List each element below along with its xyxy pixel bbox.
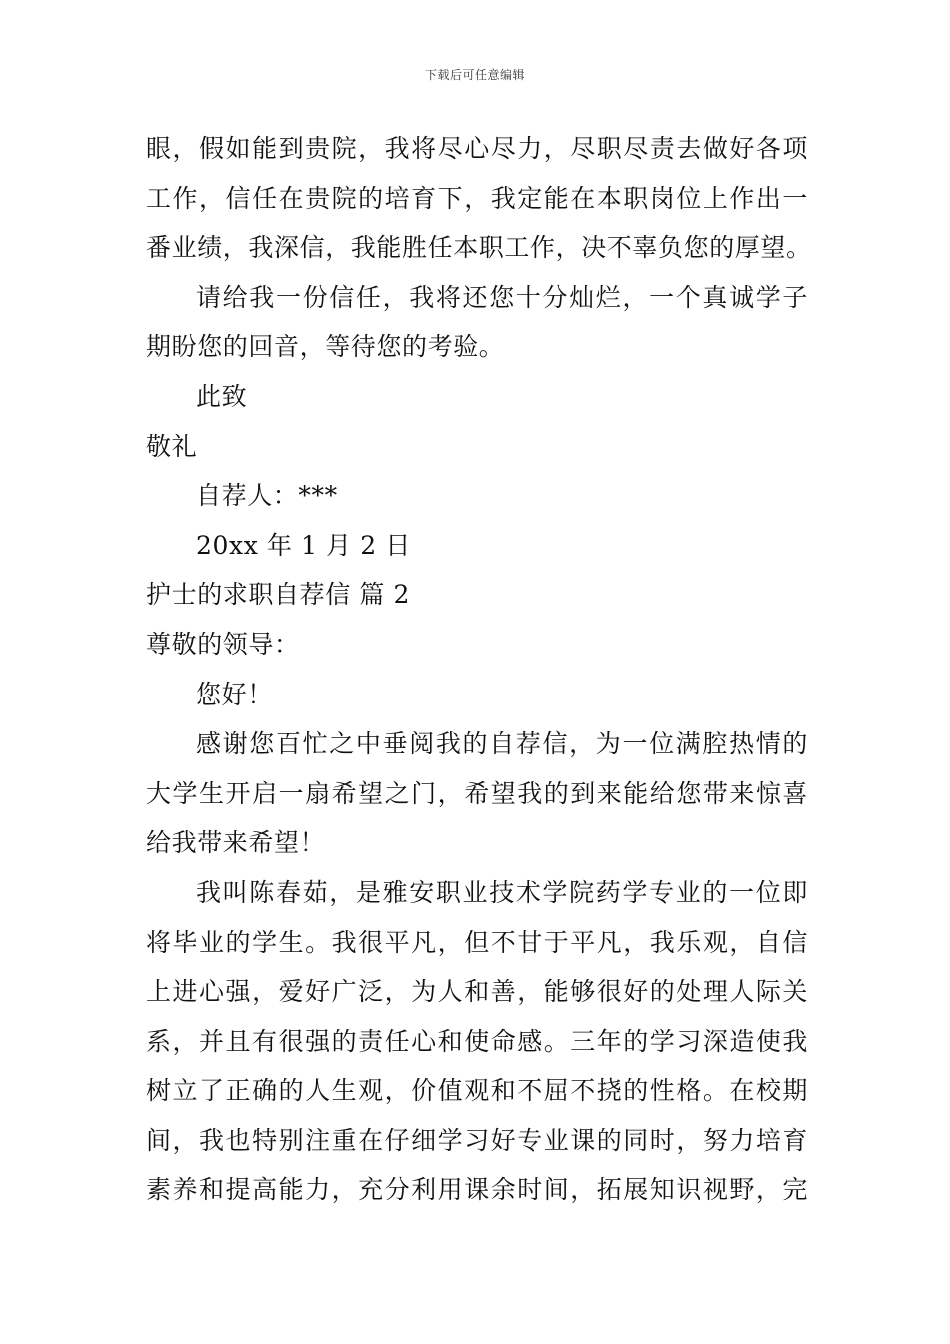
- text-line: 尊敬的领导：: [146, 629, 300, 659]
- text-line: 20xx 年 1 月 2 日: [196, 530, 411, 560]
- text-line: 间，我也特别注重在仔细学习好专业课的同时，努力培育: [146, 1125, 808, 1155]
- text-line: 大学生开启一扇希望之门，希望我的到来能给您带来惊喜: [146, 778, 808, 808]
- text-line: 我叫陈春茹，是雅安职业技术学院药学专业的一位即: [196, 877, 808, 907]
- text-line: 敬礼: [146, 431, 198, 461]
- text-line: 系，并且有很强的责任心和使命感。三年的学习深造使我: [146, 1026, 808, 1056]
- text-line: 感谢您百忙之中垂阅我的自荐信，为一位满腔热情的: [196, 729, 808, 759]
- text-line: 素养和提高能力，充分利用课余时间，拓展知识视野，完: [146, 1175, 808, 1205]
- document-body: [146, 124, 812, 1215]
- text-line: 护士的求职自荐信 篇 2: [146, 580, 411, 610]
- header-note: 下载后可任意编辑: [424, 68, 525, 82]
- text-line: 请给我一份信任，我将还您十分灿烂，一个真诚学子: [196, 282, 808, 312]
- text-line: 期盼您的回音，等待您的考验。: [146, 332, 505, 362]
- text-line: 自荐人：***: [196, 481, 338, 511]
- text-line: 此致: [196, 381, 248, 411]
- text-line: 树立了正确的人生观，价值观和不屈不挠的性格。在校期: [146, 1076, 808, 1106]
- text-line: 眼，假如能到贵院，我将尽心尽力，尽职尽责去做好各项: [146, 134, 808, 163]
- text-line: 您好！: [196, 679, 273, 709]
- text-line: 将毕业的学生。我很平凡，但不甘于平凡，我乐观，自信: [146, 927, 808, 957]
- text-line: 上进心强，爱好广泛，为人和善，能够很好的处理人际关: [146, 977, 808, 1007]
- text-line: 工作，信任在贵院的培育下，我定能在本职岗位上作出一: [146, 183, 808, 213]
- text-line: 番业绩，我深信，我能胜任本职工作，决不辜负您的厚望。: [146, 233, 812, 263]
- text-line: 给我带来希望！: [146, 828, 326, 858]
